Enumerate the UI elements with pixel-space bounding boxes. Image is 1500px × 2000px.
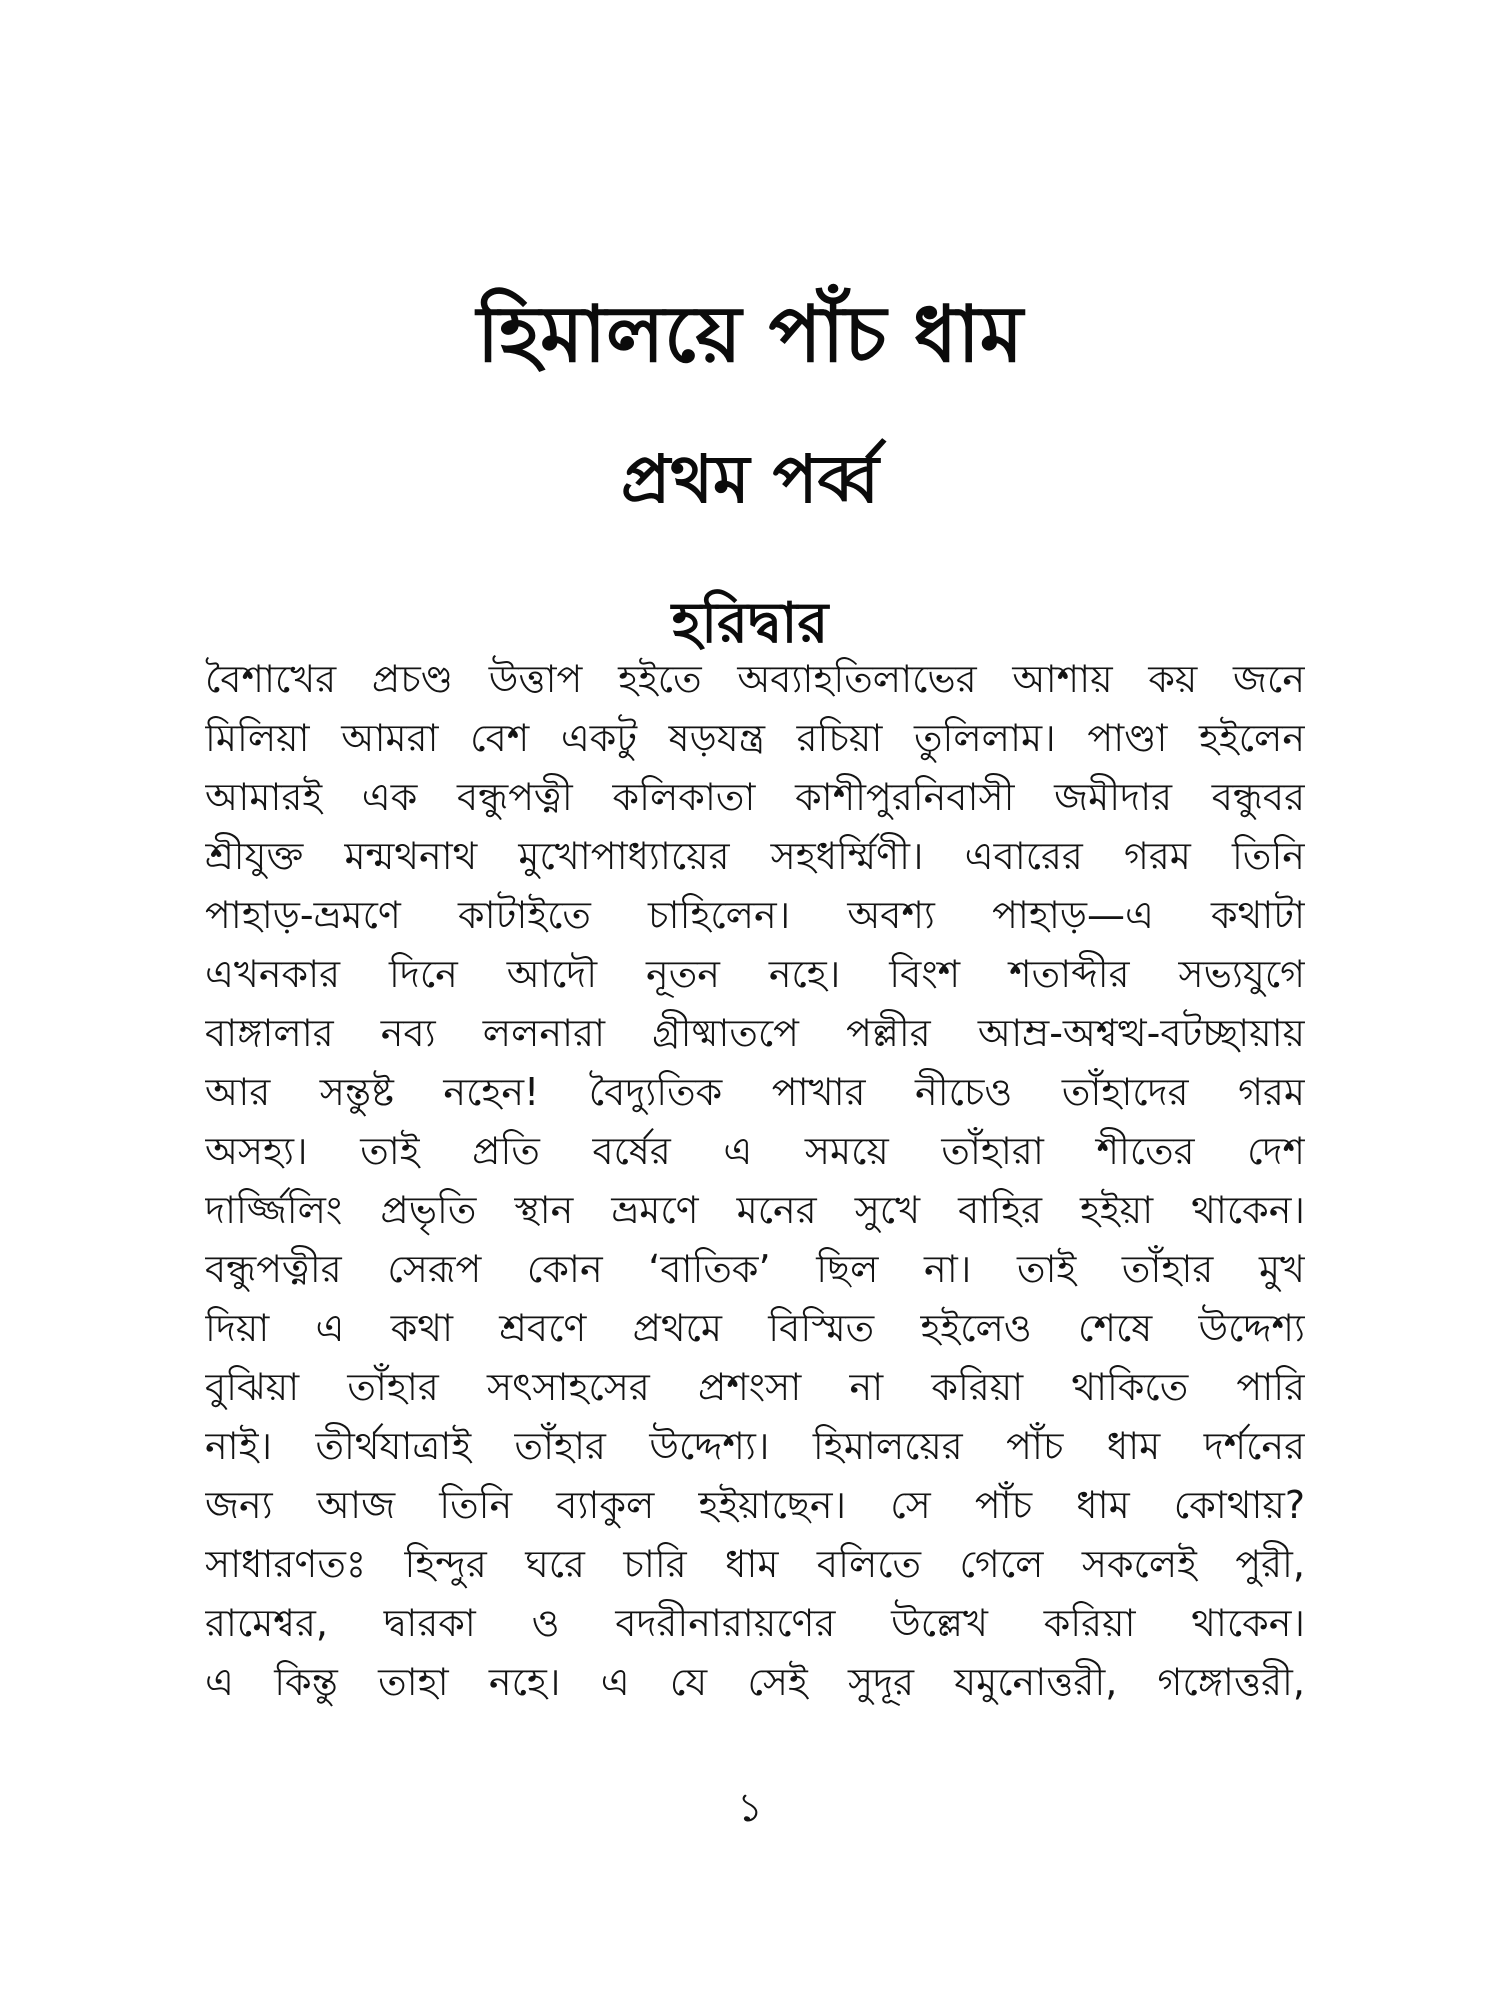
- text-line: নাই। তীর্থযাত্রাই তাঁহার উদ্দেশ্য। হিমালয়ের পাঁচ ধাম দর্শনের: [205, 1424, 1305, 1468]
- part-title: প্রথম পর্ব্ব: [621, 440, 879, 518]
- text-line: রামেশ্বর, দ্বারকা ও বদরীনারায়ণের উল্লেখ করিয়া থাকেন।: [205, 1601, 1305, 1645]
- text-line: বন্ধুপত্নীর সেরূপ কোন ‘বাতিক’ ছিল না। তাই তাঁহার মুখ: [205, 1247, 1305, 1291]
- text-line: দার্জ্জিলিং প্রভৃতি স্থান ভ্রমণে মনের সুখে বাহির হইয়া থাকেন।: [205, 1188, 1305, 1232]
- text-line: শ্রীযুক্ত মন্মথনাথ মুখোপাধ্যায়ের সহধর্ম্মিণী। এবারের গরম তিনি: [205, 834, 1305, 878]
- chapter-title: হরিদ্বার: [671, 591, 829, 656]
- text-line: বুঝিয়া তাঁহার সৎসাহসের প্রশংসা না করিয়া থাকিতে পারি: [205, 1365, 1305, 1409]
- text-line: পাহাড়-ভ্রমণে কাটাইতে চাহিলেন। অবশ্য পাহাড়—এ কথাটা: [205, 893, 1305, 937]
- text-line: এখনকার দিনে আদৌ নূতন নহে। বিংশ শতাব্দীর সভ্যযুগে: [205, 952, 1305, 996]
- text-line: সাধারণতঃ হিন্দুর ঘরে চারি ধাম বলিতে গেলে সকলেই পুরী,: [205, 1542, 1305, 1586]
- text-line: দিয়া এ কথা শ্রবণে প্রথমে বিস্মিত হইলেও শেষে উদ্দেশ্য: [205, 1306, 1305, 1350]
- text-line: মিলিয়া আমরা বেশ একটু ষড়যন্ত্র রচিয়া তুলিলাম। পাণ্ডা হইলেন: [205, 716, 1305, 760]
- body-text: [205, 650, 1305, 1712]
- text-line: বাঙ্গালার নব্য ললনারা গ্রীষ্মাতপে পল্লীর আম্র-অশ্বত্থ-বটচ্ছায়ায়: [205, 1011, 1305, 1055]
- book-title: হিমালয়ে পাঁচ ধাম: [476, 290, 1024, 381]
- text-line: এ কিন্তু তাহা নহে। এ যে সেই সুদূর যমুনোত্তরী, গঙ্গোত্তরী,: [205, 1660, 1305, 1704]
- text-line: অসহ্য। তাই প্রতি বর্ষের এ সময়ে তাঁহারা শীতের দেশ: [205, 1129, 1305, 1173]
- text-line: বৈশাখের প্রচণ্ড উত্তাপ হইতে অব্যাহতিলাভের আশায় কয় জনে: [205, 657, 1305, 701]
- page-number: ১: [737, 1785, 763, 1831]
- text-line: জন্য আজ তিনি ব্যাকুল হইয়াছেন। সে পাঁচ ধাম কোথায়?: [205, 1483, 1305, 1527]
- text-line: আমারই এক বন্ধুপত্নী কলিকাতা কাশীপুরনিবাসী জমীদার বন্ধুবর: [205, 775, 1305, 819]
- text-line: আর সন্তুষ্ট নহেন! বৈদ্যুতিক পাখার নীচেও তাঁহাদের গরম: [205, 1070, 1305, 1114]
